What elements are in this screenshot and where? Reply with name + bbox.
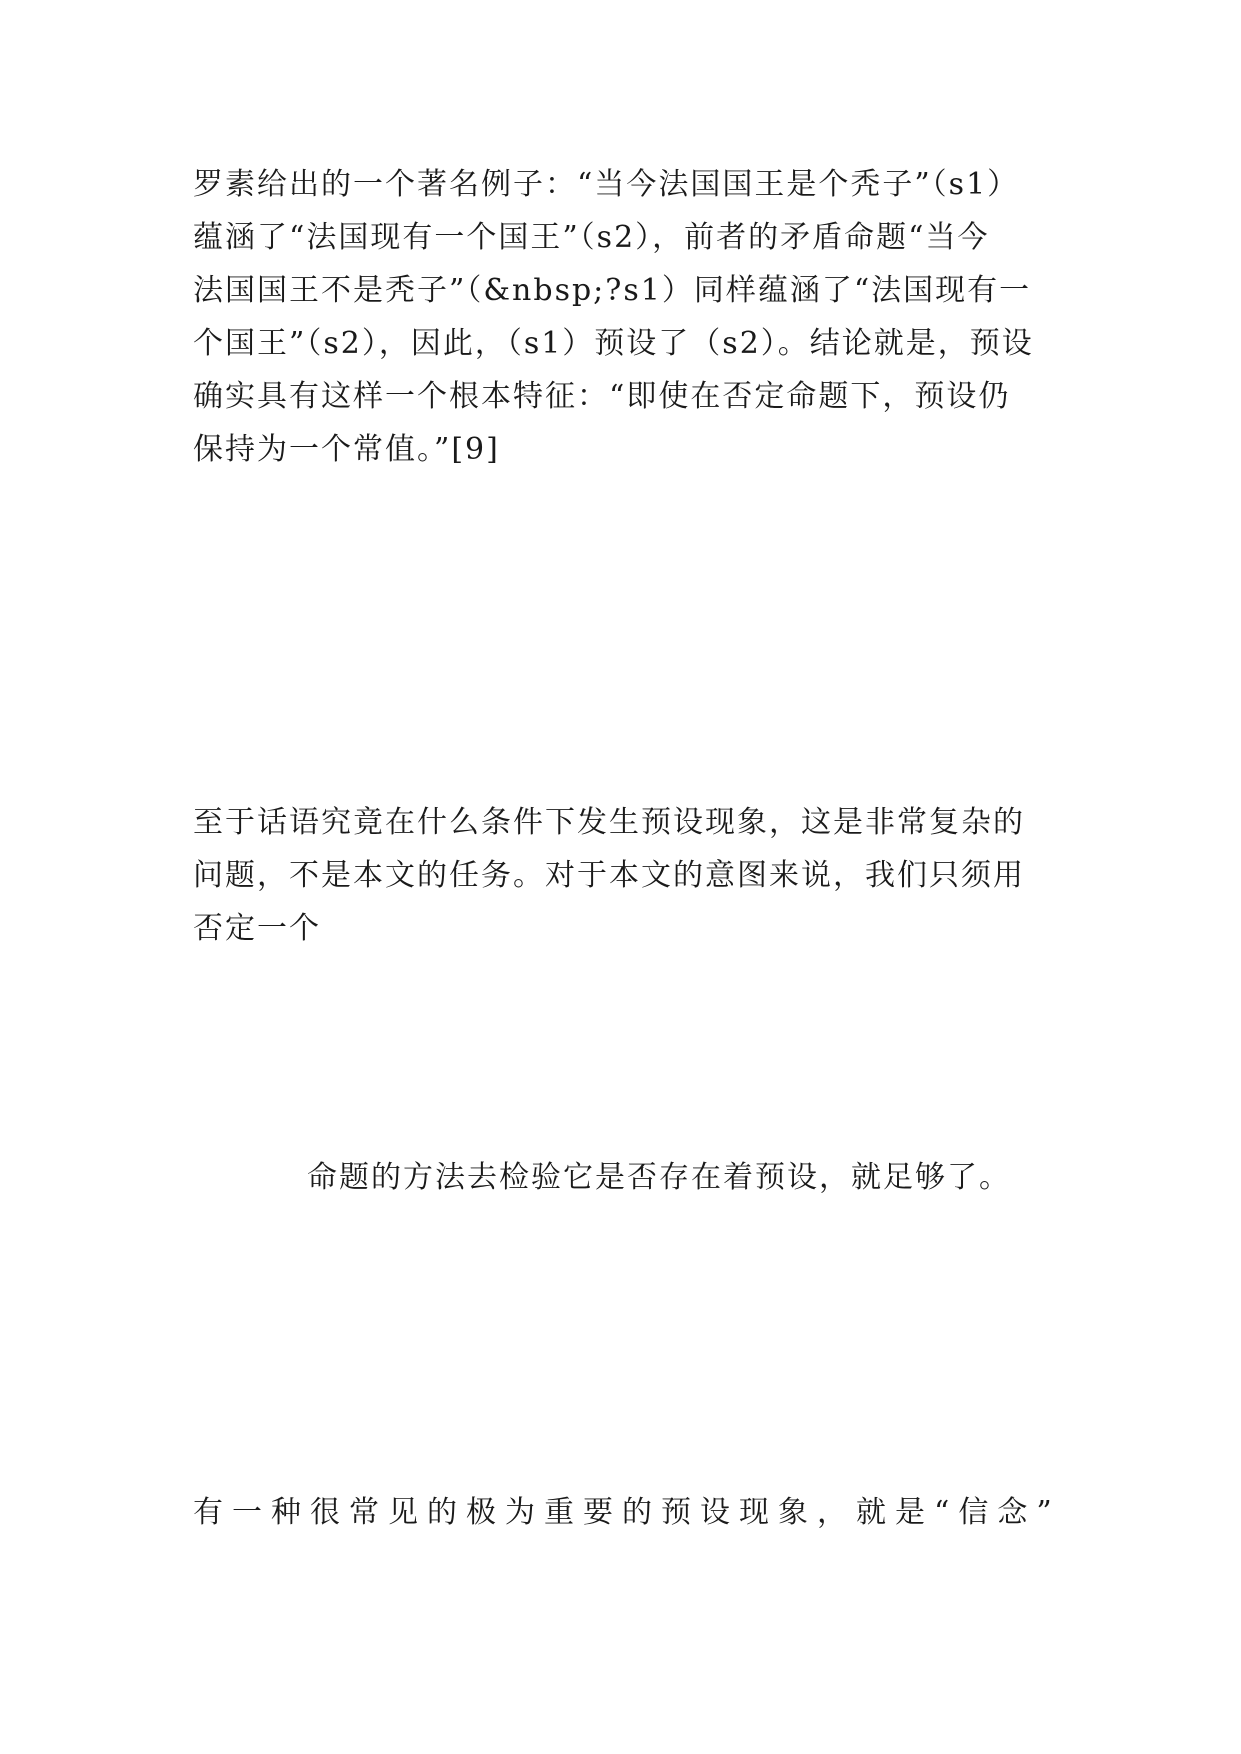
paragraph-negation-method — [307, 1151, 1169, 1204]
text-line: 命题的方法去检验它是否存在着预设，就足够了。 — [307, 1160, 1011, 1195]
text-line: 蕴涵了“法国现有一个国王”（s2），前者的矛盾命题“当今 — [193, 220, 990, 255]
text-line: 确实具有这样一个根本特征：“即使在否定命题下，预设仍 — [193, 379, 1011, 414]
text-line: 有一种很常见的极为重要的预设现象，就是“信念” — [193, 1495, 1061, 1530]
text-line: 问题，不是本文的任务。对于本文的意图来说，我们只须用 — [193, 858, 1025, 893]
paragraph-russell-example — [193, 158, 1055, 476]
text-line: 法国国王不是秃子”（&nbsp;?s1）同样蕴涵了“法国现有一 — [193, 273, 1032, 308]
paragraph-belief-presupposition — [193, 1486, 1061, 1539]
text-line: 至于话语究竟在什么条件下发生预设现象，这是非常复杂的 — [193, 805, 1025, 840]
text-line: 否定一个 — [193, 911, 321, 946]
paragraph-presupposition-conditions — [193, 796, 1055, 955]
text-line: 个国王”（s2），因此，（s1）预设了（s2）。结论就是，预设 — [193, 326, 1034, 361]
text-line: 保持为一个常值。”[9] — [193, 432, 500, 467]
text-line: 罗素给出的一个著名例子：“当今法国国王是个秃子”（s1） — [193, 167, 1020, 202]
